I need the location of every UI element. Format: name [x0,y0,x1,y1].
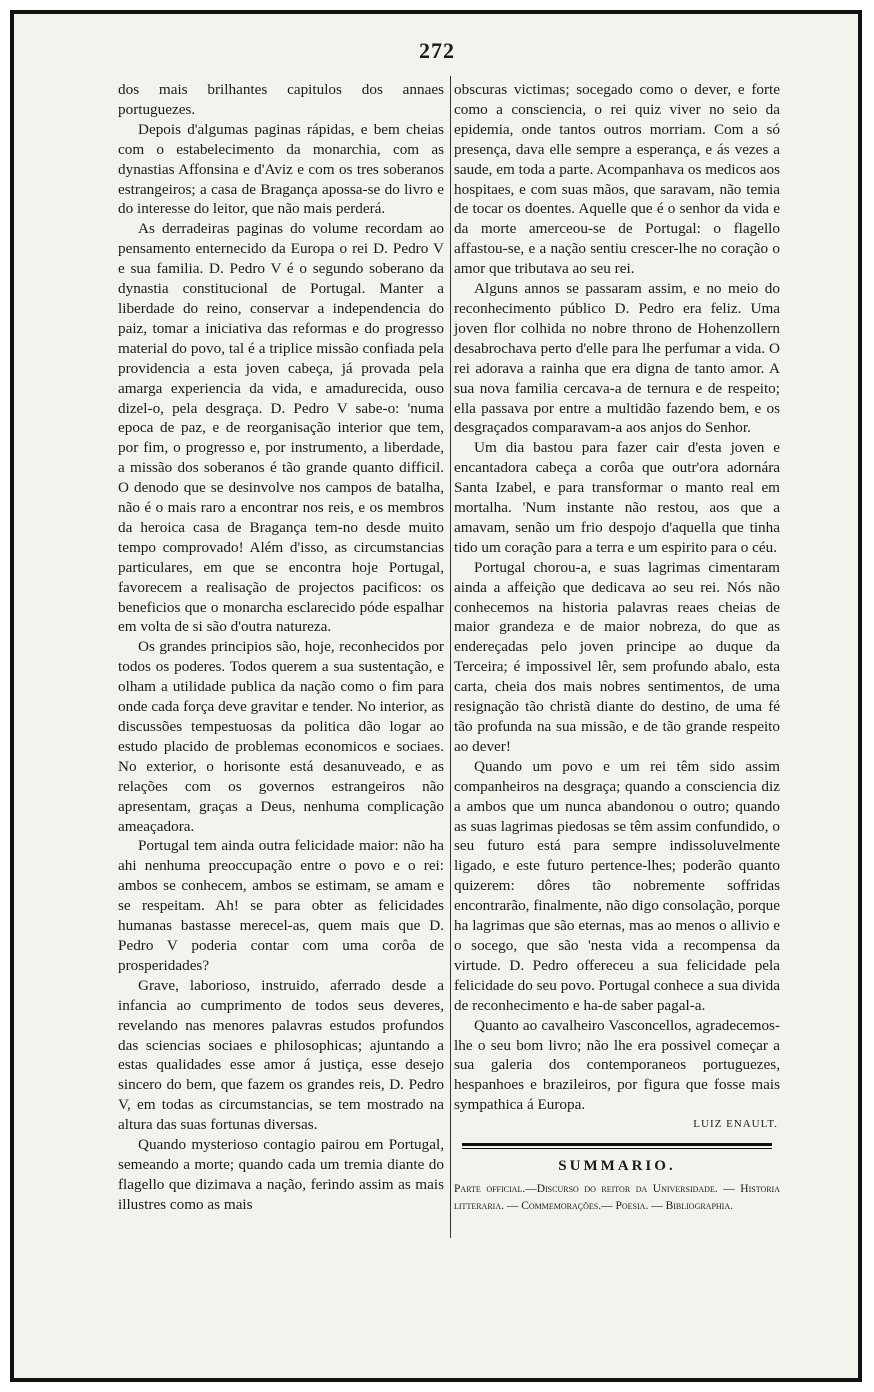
paragraph: Quanto ao cavalheiro Vasconcellos, agradecemos-lhe o seu bom livro; não lhe era possivel começar a sua galeria dos contemporaneos portuguezes, hespanhoes e brazileiros, por figura que fosse mais sympathica á Europa. [454,1016,780,1114]
left-column [118,80,444,1215]
paragraph: Portugal tem ainda outra felicidade maior: não ha ahi nenhuma preoccupação entre o povo e o rei: ambos se conhecem, ambos se estimam, se amam e se respeitam. Ah! se para obter as felicidades humanas bastasse merecel-as, quem mais que D. Pedro V poderia contar com uma corôa de prosperidades? [118,837,444,974]
author-signature: LUIZ ENAULT. [693,1118,778,1131]
paragraph: Quando um povo e um rei têm sido assim companheiros na desgraça; quando a consciencia diz a ambos que um nunca abandonou o outro; quando as suas lagrimas piedosas se têm assim confundido, o seu futuro está para sempre indissoluvelmente ligado, e este futuro pertence-lhes; poderão quanto quizerem: dôres tão nobremente soffridas encontrarão, finalmente, não digo consolação, porque ha lagrimas que são eternas, mas ao menos o allivio e o socego, que são 'nesta vida a recompensa da virtude. D. Pedro offereceu a sua felicidade pela felicidade do seu povo. Portugal conhece a sua divida de reconhecimento e ha-de saber pagal-a. [454,757,781,1014]
paragraph: Portugal chorou-a, e suas lagrimas cimentaram ainda a affeição que dedicava ao seu rei. Nós não conhecemos na historia palavras reaes cheias de maior grandeza e de maior nobreza, do que as endereçadas pelo joven principe ao duque da Terceira; é impossivel lêr, sem profundo abalo, esta carta, cheia dos mais nobres sentimentos, de uma resignação tão christã diante do destino, de uma fé tão profunda na sua missão, e de tão grande respeito ao dever! [454,558,780,755]
summary-rule-thin [462,1148,772,1149]
column-divider [450,76,451,1238]
summary-title: SUMMARIO. [558,1158,676,1175]
paragraph: obscuras victimas; socegado como o dever, e forte como a consciencia, o rei quiz viver no seio da epidemia, onde tantos outros morriam. Com a só presença, dava elle sempre a esperança, e ás vezes a saude, em toda a parte. Acompanhava os medicos aos hospitaes, e com suas mãos, que saravam, não temia de tocar os doentes. Aquelle que é o senhor da vida e da morte amerceou-se de Portugal: o flagello affastou-se, e a nação sentiu crescer-lhe no coração o amor que tributava ao seu rei. [454,81,780,278]
paragraph: Os grandes principios são, hoje, reconhecidos por todos os poderes. Todos querem a sua sustentação, e olham a utilidade publica da nação como o fim para onde cada força deve gravitar e tender. No interior, as discussões tempestuosas da politica dão logar ao estudo placido de problemas economicos e sociaes. No exterior, o horisonte está desanuveado, e as relações com os governos estrangeiros não apresentam, graças a Deus, nenhuma complicação ameaçadora. [118,638,444,835]
right-column [454,80,780,1215]
paragraph: dos mais brilhantes capitulos dos annaes portuguezes. [118,81,444,118]
paragraph: As derradeiras paginas do volume recordam ao pensamento enternecido da Europa o rei D. Pedro V e sua familia. D. Pedro V é o segundo soberano da dynastia constitucional de Portugal. Manter a liberdade do reino, conservar a independencia do paiz, tomar a iniciativa das reformas e do progresso material do povo, tal é a triplice missão confiada pela providencia a esta joven cabeça, já provada pela amarga experiencia da vida, e amadurecida, ouso dizel-o, pela desgraça. D. Pedro V sabe-o: 'numa epoca de paz, e de reorganisação interior que tem, por fim, o progresso e, por instrumento, a liberdade, a missão dos soberanos é tão grande quanto difficil. O denodo que se desinvolve nos campos de batalha, não é o mais raro a encontrar nos reis, e os membros da heroica casa de Bragança tem-no desde muito tempo comprovado! Além d'isso, as circumstancias particulares, em que se encontra hoje Portugal, favorecem a realisação de projectos pacificos: os beneficios que o monarcha esclarecido póde espalhar em volta de si são d'outra natureza. [118,220,444,636]
paragraph: Grave, laborioso, instruido, aferrado desde a infancia ao cumprimento de todos seus deveres, revelando nas menores palavras estudos profundos das sciencias sociaes e philosophicas; ajuntando a estas qualidades esse amor á justiça, esse desejo sincero do bem, que fazem os grandes reis, D. Pedro V, em todas as circumstancias, se tem mostrado na altura das suas fortunas diversas. [118,976,444,1134]
page-number: 272 [419,38,455,63]
paragraph: Depois d'algumas paginas rápidas, e bem cheias com o estabelecimento da monarchia, com as dynastias Affonsina e d'Aviz e com os tres soberanos estrangeiros; a casa de Bragança apossa-se do livro e do interesse do leitor, que não mais perderá. [118,120,444,218]
paragraph: Quando mysterioso contagio pairou em Portugal, semeando a morte; quando cada um tremia diante do flagello que dizimava a nação, ferindo assim as mais illustres como as mais [118,1136,444,1213]
summary-rule-thick [462,1143,772,1146]
paragraph: Um dia bastou para fazer cair d'esta joven e encantadora cabeça a corôa que outr'ora adornára Santa Izabel, e para transformar o manto real em mortalha. 'Num instante não restou, aos que a amavam, senão um frio despojo d'aquella que tinha tido um coração para a terra e um espirito para o céu. [454,439,780,556]
summary-contents: Parte official.—Discurso do reitor da Universidade. — Historia litteraria. — Commemorações.— Poesia. — Bibliographia. [454,1182,780,1212]
paragraph: Alguns annos se passaram assim, e no meio do reconhecimento público D. Pedro era feliz. Uma joven flor colhida no nobre throno de Hohenzollern desabrochava perto d'elle para lhe perfumar a vida. O rei adorava a rainha que era digna de tanto amor. A sua nova familia cercava-a de ternura e de respeito; ella passava por entre a multidão fazendo bem, e os desgraçados comparavam-a aos anjos do Senhor. [454,280,780,437]
